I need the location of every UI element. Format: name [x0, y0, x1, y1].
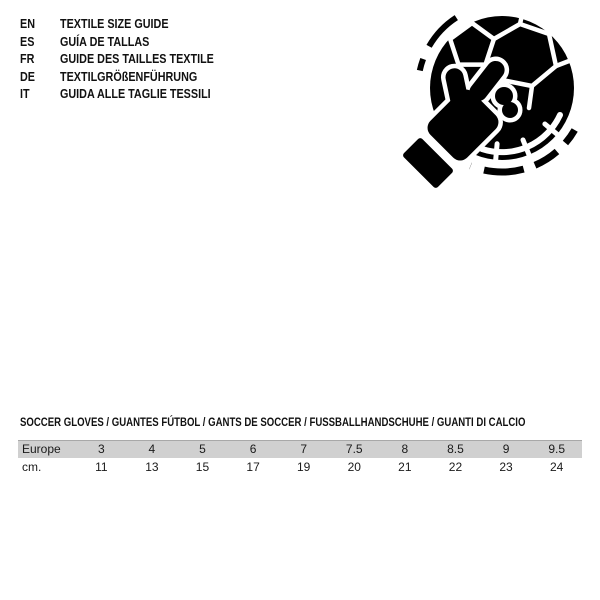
- lang-label: [60, 69, 225, 84]
- size-cell: 4: [148, 442, 156, 457]
- lang-label-text: TEXTILGRÖßENFÜHRUNG: [60, 68, 198, 84]
- size-cell: 9.5: [548, 442, 566, 457]
- lang-code: [20, 69, 60, 84]
- size-cell: 8: [401, 442, 409, 457]
- lang-code-text: ES: [20, 33, 35, 49]
- row-label: cm.: [22, 460, 42, 474]
- lang-code-text: EN: [20, 16, 35, 32]
- lang-code-text: FR: [20, 51, 35, 67]
- size-cell: 7: [300, 442, 308, 457]
- size-table: [18, 440, 582, 477]
- lang-code-text: IT: [20, 86, 30, 102]
- size-table-title: [20, 415, 600, 429]
- lang-label: [60, 51, 245, 66]
- lang-label: [60, 34, 168, 49]
- lang-label: [60, 86, 242, 101]
- lang-row-de: [20, 68, 245, 86]
- lang-row-it: [20, 85, 245, 103]
- lang-row-fr: [20, 50, 245, 68]
- table-row-europe: [18, 441, 582, 458]
- row-label: Europe: [22, 442, 61, 457]
- size-cell: 23: [499, 460, 513, 474]
- goalkeeper-glove-soccer-ball-icon: [398, 0, 598, 200]
- lang-code-text: DE: [20, 68, 35, 84]
- glove-ball-svg: [398, 0, 598, 200]
- size-cell: 13: [145, 460, 159, 474]
- size-cell: 15: [195, 460, 210, 474]
- size-cell: 24: [549, 460, 564, 474]
- lang-label-text: GUÍA DE TALLAS: [60, 33, 150, 49]
- size-cell: 5: [199, 442, 206, 457]
- size-cell: 7.5: [345, 442, 363, 457]
- lang-row-es: [20, 33, 245, 51]
- size-cell: 19: [296, 460, 311, 474]
- lang-code: [20, 86, 60, 101]
- size-cell: 17: [246, 460, 260, 474]
- size-cell: 6: [249, 442, 257, 457]
- size-cell: 22: [448, 460, 463, 474]
- size-cell: 3: [97, 442, 105, 457]
- lang-label-text: GUIDE DES TAILLES TEXTILE: [60, 51, 214, 67]
- size-cell: 8.5: [447, 442, 464, 457]
- table-row-cm: [18, 458, 582, 477]
- size-cell: 21: [398, 460, 412, 474]
- size-table-title-text: SOCCER GLOVES / GUANTES FÚTBOL / GANTS DE SOCCER / FUSSBALLHANDSCHUHE / GUANTI DI CALCIO: [20, 415, 526, 429]
- lang-code: [20, 51, 60, 66]
- size-cell: 20: [347, 460, 361, 474]
- size-cell: 11: [95, 460, 108, 474]
- lang-code: [20, 16, 60, 31]
- lang-row-en: [20, 15, 245, 33]
- lang-code: [20, 34, 60, 49]
- lang-label-text: TEXTILE SIZE GUIDE: [60, 16, 169, 32]
- lang-label: [60, 16, 191, 31]
- size-cell: 9: [502, 442, 510, 457]
- language-size-guide-list: [20, 15, 245, 103]
- lang-label-text: GUIDA ALLE TAGLIE TESSILI: [60, 86, 211, 102]
